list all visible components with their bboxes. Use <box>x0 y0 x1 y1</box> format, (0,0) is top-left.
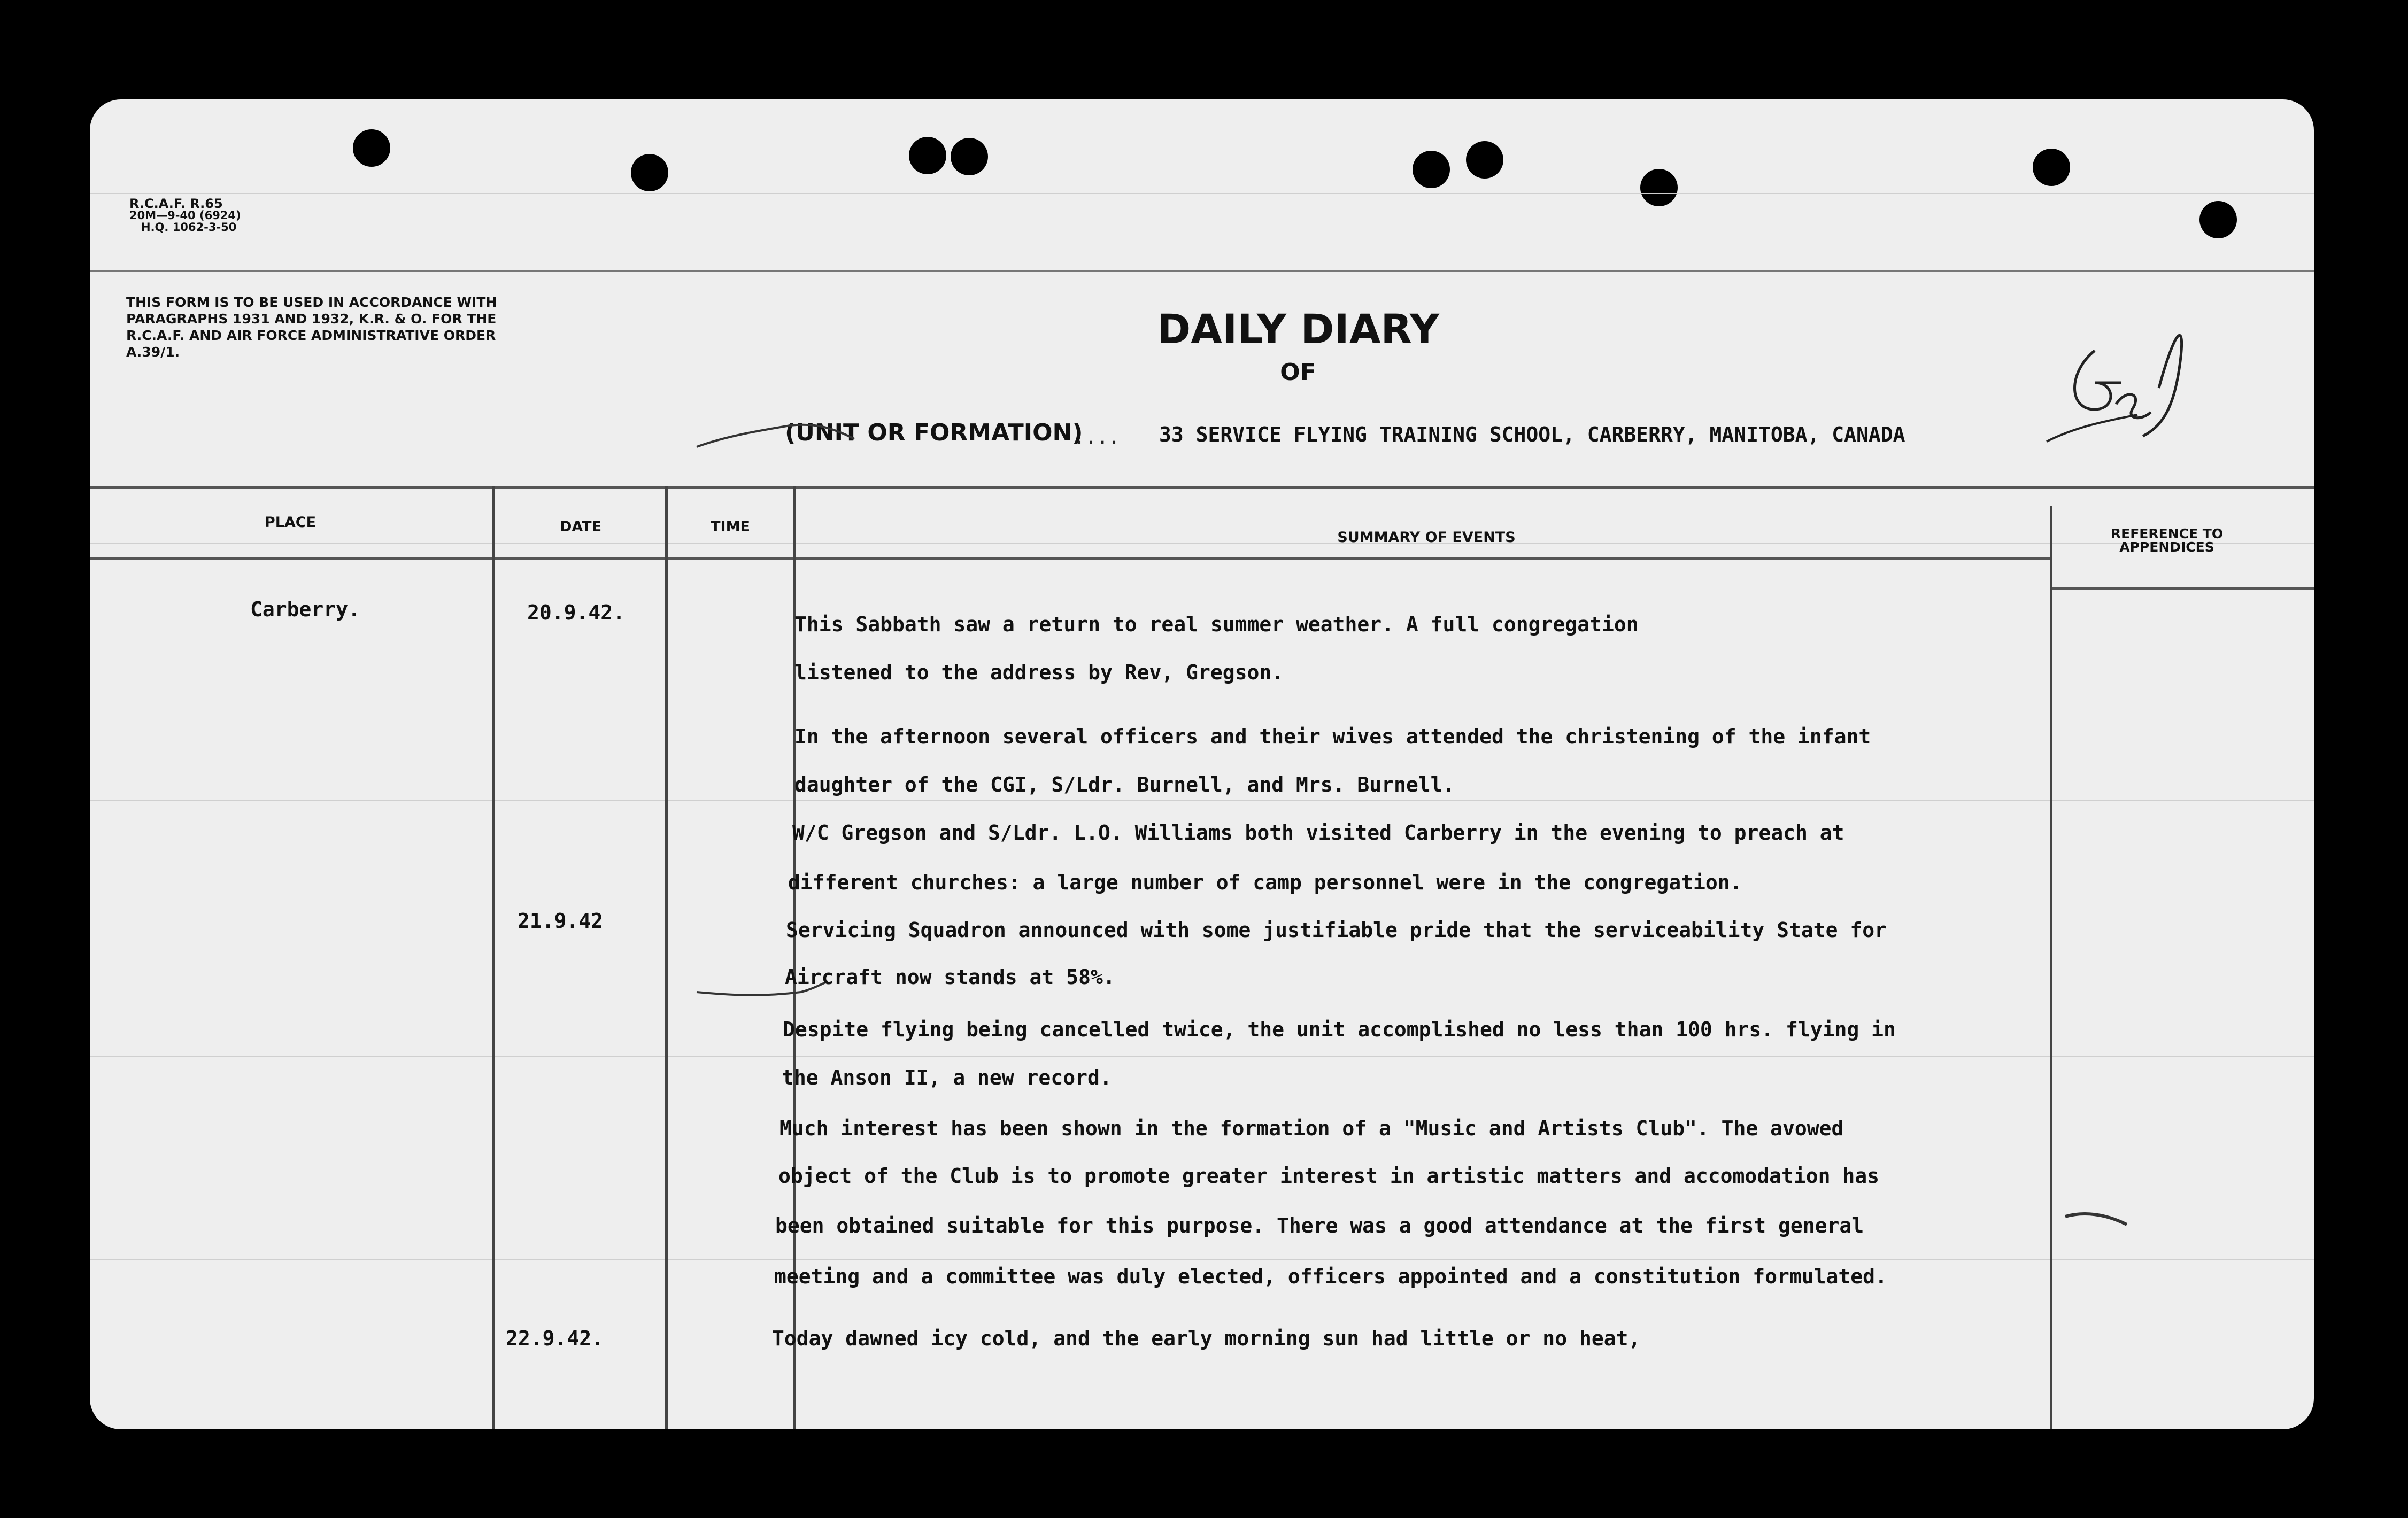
summary-line: W/C Gregson and S/Ldr. L.O. Williams both visited Carberry in the evening to preach at <box>792 821 1844 845</box>
faint-rule <box>90 800 2314 801</box>
summary-line: Aircraft now stands at 58%. <box>785 965 1115 989</box>
column-header-reference: REFERENCE TO APPENDICES <box>2110 526 2224 555</box>
header-rule <box>90 270 2314 272</box>
usage-instruction: THIS FORM IS TO BE USED IN ACCORDANCE WITH PARAGRAPHS 1931 AND 1932, K.R. & O. FOR THE R.C.A.F. AND AIR FORCE ADMINISTRATIVE ORDER A.39/1. <box>126 295 497 360</box>
summary-line: different churches: a large number of camp personnel were in the congregation. <box>788 871 1742 894</box>
table-top-rule <box>90 486 2314 489</box>
column-header-time: TIME <box>711 518 750 535</box>
punch-hole <box>951 138 988 175</box>
punch-hole <box>1413 151 1450 188</box>
place-date-divider <box>492 486 495 1429</box>
unit-label: (UNIT OR FORMATION) <box>785 419 1083 446</box>
summary-line: meeting and a committee was duly elected, officers appointed and a constitution formulated. <box>774 1265 1887 1288</box>
summary-line: In the afternoon several officers and their wives attended the christening of the infant <box>794 725 1871 748</box>
punch-hole <box>2033 149 2070 186</box>
summary-reference-divider <box>2050 506 2052 1429</box>
form-id-line: R.C.A.F. R.65 <box>129 196 223 211</box>
summary-line: been obtained suitable for this purpose. There was a good attendance at the first general <box>775 1214 1864 1237</box>
date-entry: 21.9.42 <box>518 909 604 933</box>
punch-hole <box>353 129 390 167</box>
punch-hole <box>1466 141 1503 179</box>
date-entry: 20.9.42. <box>527 601 626 624</box>
column-header-summary: SUMMARY OF EVENTS <box>1337 529 1516 546</box>
summary-line: listened to the address by Rev, Gregson. <box>794 661 1284 684</box>
summary-line: Despite flying being cancelled twice, the unit accomplished no less than 100 hrs. flying in <box>783 1018 1896 1041</box>
faint-rule <box>90 1056 2314 1057</box>
faint-rule <box>90 193 2314 194</box>
place-entry: Carberry. <box>250 598 360 621</box>
column-header-place: PLACE <box>264 514 317 531</box>
punch-hole <box>2199 201 2237 238</box>
faint-rule <box>90 1259 2314 1260</box>
summary-line: daughter of the CGI, S/Ldr. Burnell, and Mrs. Burnell. <box>794 773 1455 796</box>
summary-line: Servicing Squadron announced with some justifiable pride that the serviceability State for <box>786 918 1887 942</box>
pen-mark <box>2063 1206 2132 1238</box>
form-identifier <box>129 198 241 233</box>
reference-header-rule <box>2052 587 2314 590</box>
summary-line: This Sabbath saw a return to real summer weather. A full congregation <box>794 613 1639 636</box>
summary-line: Today dawned icy cold, and the early morning sun had little or no heat, <box>772 1327 1641 1350</box>
handwritten-initials <box>2036 308 2196 447</box>
punch-hole <box>909 137 946 174</box>
column-header-date: DATE <box>559 518 602 535</box>
punch-hole <box>1640 169 1678 206</box>
column-header-rule <box>90 557 2052 560</box>
page-title: DAILY DIARY <box>1157 305 1439 353</box>
summary-line: the Anson II, a new record. <box>782 1066 1112 1089</box>
title-of: OF <box>1280 359 1316 386</box>
date-entry: 22.9.42. <box>506 1327 604 1350</box>
summary-line: Much interest has been shown in the formation of a "Music and Artists Club". The avowed <box>779 1117 1844 1140</box>
form-id-line: H.Q. 1062-3-50 <box>141 221 237 234</box>
form-id-line: 20M—9-40 (6924) <box>129 209 241 222</box>
diary-form-card <box>90 99 2314 1429</box>
punch-hole <box>631 154 668 191</box>
unit-value: 33 SERVICE FLYING TRAINING SCHOOL, CARBERRY, MANITOBA, CANADA <box>1159 423 1905 446</box>
summary-line: object of the Club is to promote greater interest in artistic matters and accomodation has <box>778 1164 1880 1188</box>
date-time-divider <box>665 486 668 1429</box>
unit-leader-dots: .... <box>1074 427 1120 448</box>
pen-mark <box>694 415 908 458</box>
